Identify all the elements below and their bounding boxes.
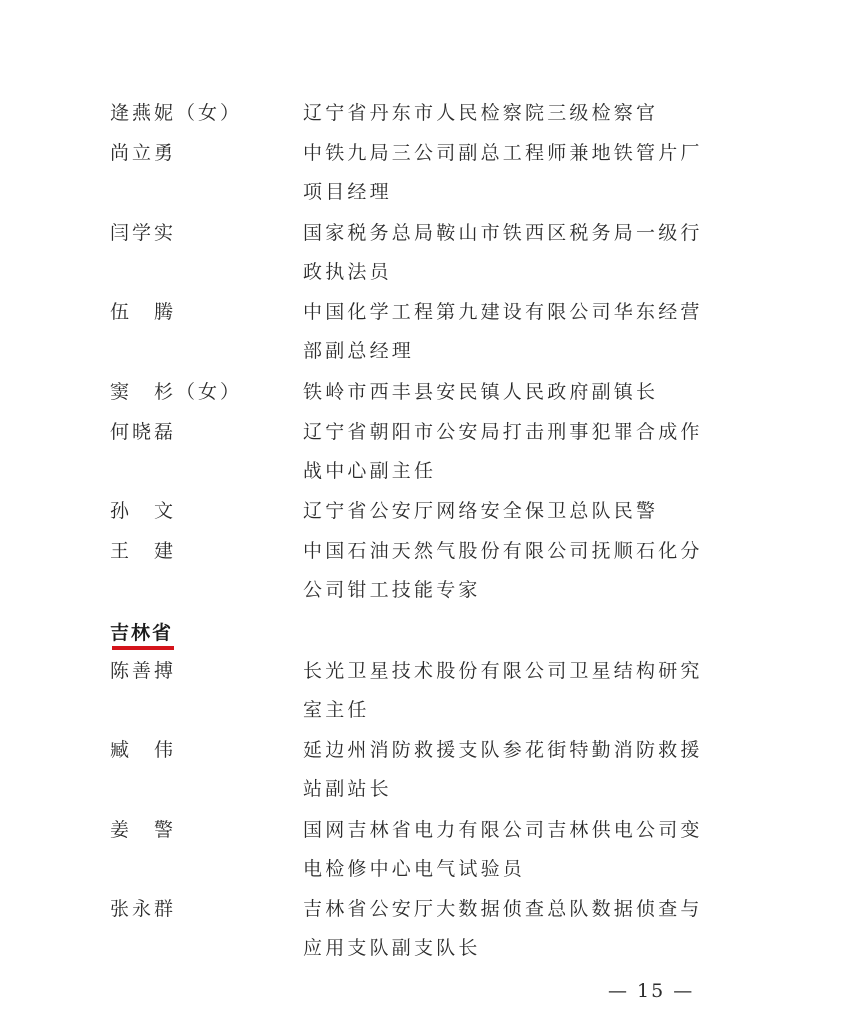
person-title: 国家税务总局鞍山市铁西区税务局一级行政执法员 [303, 222, 703, 283]
person-name: 姜 警 [110, 819, 177, 841]
person-title: 铁岭市西丰县安民镇人民政府副镇长 [303, 381, 659, 403]
person-name: 王 建 [110, 540, 177, 562]
person-title: 辽宁省公安厅网络安全保卫总队民警 [303, 500, 659, 522]
person-name: 闫学实 [110, 222, 177, 244]
section-heading-jilin: 吉林省 [110, 622, 174, 644]
person-title: 吉林省公安厅大数据侦查总队数据侦查与应用支队副支队长 [303, 898, 703, 959]
person-title: 延边州消防救援支队参花街特勤消防救援站副站长 [303, 739, 703, 800]
person-name: 何晓磊 [110, 421, 177, 443]
person-title: 中铁九局三公司副总工程师兼地铁管片厂项目经理 [303, 142, 703, 203]
person-name: 伍 腾 [110, 301, 177, 323]
page-number: — 15 — [608, 980, 695, 1002]
section-underline [112, 646, 174, 650]
person-title: 长光卫星技术股份有限公司卫星结构研究室主任 [303, 660, 703, 721]
person-title: 辽宁省朝阳市公安局打击刑事犯罪合成作战中心副主任 [303, 421, 703, 482]
person-name: 孙 文 [110, 500, 177, 522]
person-name: 逄燕妮（女） [110, 102, 243, 124]
person-title: 辽宁省丹东市人民检察院三级检察官 [303, 102, 659, 124]
person-name: 陈善搏 [110, 660, 177, 682]
person-title: 国网吉林省电力有限公司吉林供电公司变电检修中心电气试验员 [303, 819, 703, 880]
person-name: 窦 杉（女） [110, 381, 243, 403]
person-title: 中国石油天然气股份有限公司抚顺石化分公司钳工技能专家 [303, 540, 703, 601]
person-name: 臧 伟 [110, 739, 177, 761]
person-name: 尚立勇 [110, 142, 177, 164]
person-name: 张永群 [110, 898, 177, 920]
person-title: 中国化学工程第九建设有限公司华东经营部副总经理 [303, 301, 703, 362]
